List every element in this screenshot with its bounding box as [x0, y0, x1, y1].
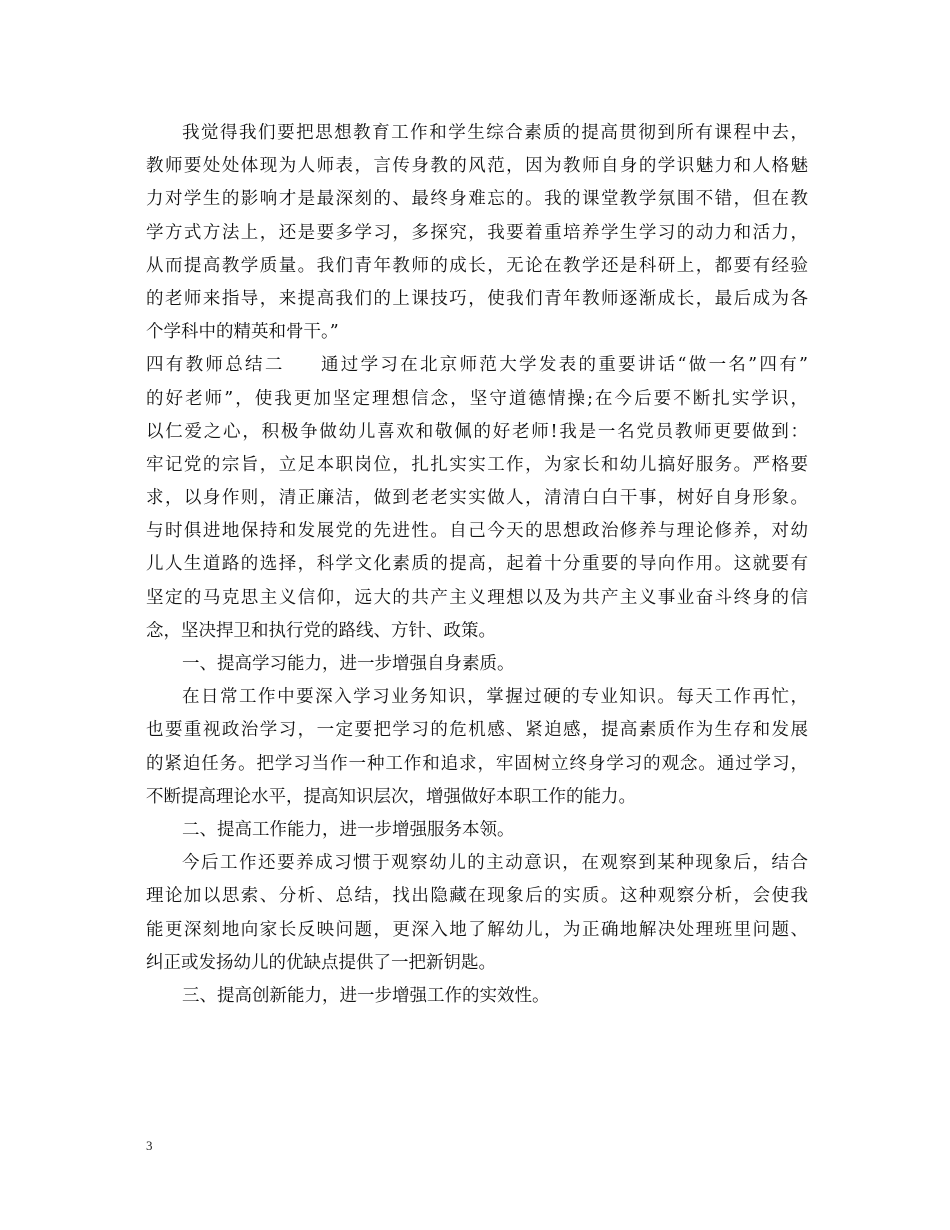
subheading-line: 二、提高工作能力，进一步增强服务本领。 — [182, 819, 515, 840]
paragraph-line: 教师要处处体现为人师表，言传身教的风范，因为教师自身的学识魅力和人格魅 — [146, 156, 808, 177]
paragraph-line: 不断提高理论水平，提高知识层次，增强做好本职工作的能力。 — [146, 786, 636, 807]
paragraph-line: 今后工作还要养成习惯于观察幼儿的主动意识，在观察到某种现象后，结合 — [182, 853, 808, 874]
paragraph-line: 理论加以思索、分析、总结，找出隐藏在现象后的实质。这种观察分析，会使我 — [146, 886, 808, 907]
paragraph-line: 个学科中的精英和骨干。” — [146, 322, 339, 343]
paragraph-line: 学方式方法上，还是要多学习，多探究，我要着重培养学生学习的动力和活力， — [146, 222, 808, 243]
paragraph-line: 我觉得我们要把思想教育工作和学生综合素质的提高贯彻到所有课程中去， — [182, 123, 808, 143]
paragraph-line: 儿人生道路的选择，科学文化素质的提高，起着十分重要的导向作用。这就要有 — [146, 554, 808, 575]
subheading-line: 一、提高学习能力，进一步增强自身素质。 — [182, 654, 515, 674]
section-heading: 四有教师总结二 — [146, 355, 285, 376]
paragraph-line: 从而提高教学质量。我们青年教师的成长，无论在教学还是科研上，都要有经验 — [146, 255, 808, 276]
section-heading-line — [146, 349, 808, 382]
paragraph-line: 与时俱进地保持和发展党的先进性。自己今天的思想政治修养与理论修养，对幼 — [146, 521, 808, 542]
paragraph-line: 能更深刻地向家长反映问题，更深入地了解幼儿，为正确地解决处理班里问题、 — [146, 919, 808, 940]
paragraph-line: 求，以身作则，清正廉洁，做到老老实实做人，清清白白干事，树好自身形象。 — [146, 488, 808, 509]
subheading-line: 三、提高创新能力，进一步增强工作的实效性。 — [182, 985, 550, 1006]
paragraph-line: 念，坚决捍卫和执行党的路线、方针、政策。 — [146, 620, 496, 641]
paragraph-text: 通过学习在北京师范大学发表的重要讲话“做一名”四有” — [318, 355, 808, 376]
paragraph-line: 在日常工作中要深入学习业务知识，掌握过硬的专业知识。每天工作再忙， — [182, 687, 808, 708]
paragraph-line: 的紧迫任务。把学习当作一种工作和追求，牢固树立终身学习的观念。通过学习， — [146, 753, 808, 774]
paragraph-line: 也要重视政治学习，一定要把学习的危机感、紧迫感，提高素质作为生存和发展 — [146, 720, 808, 741]
paragraph-line: 牢记党的宗旨，立足本职岗位，扎扎实实工作，为家长和幼儿搞好服务。严格要 — [146, 454, 808, 475]
paragraph-line: 坚定的马克思主义信仰，远大的共产主义理想以及为共产主义事业奋斗终身的信 — [146, 587, 808, 608]
paragraph-line: 的好老师”，使我更加坚定理想信念，坚守道德情操;在今后要不断扎实学识， — [146, 388, 808, 409]
document-body — [146, 117, 808, 1013]
paragraph-line: 的老师来指导，来提高我们的上课技巧，使我们青年教师逐渐成长，最后成为各 — [146, 288, 808, 309]
paragraph-line: 以仁爱之心，积极争做幼儿喜欢和敬佩的好老师!我是一名党员教师更要做到： — [146, 421, 808, 442]
paragraph-line: 力对学生的影响才是最深刻的、最终身难忘的。我的课堂教学氛围不错，但在教 — [146, 189, 808, 210]
paragraph-line: 纠正或发扬幼儿的优缺点提供了一把新钥匙。 — [146, 952, 496, 973]
page-number: 3 — [146, 1138, 153, 1153]
